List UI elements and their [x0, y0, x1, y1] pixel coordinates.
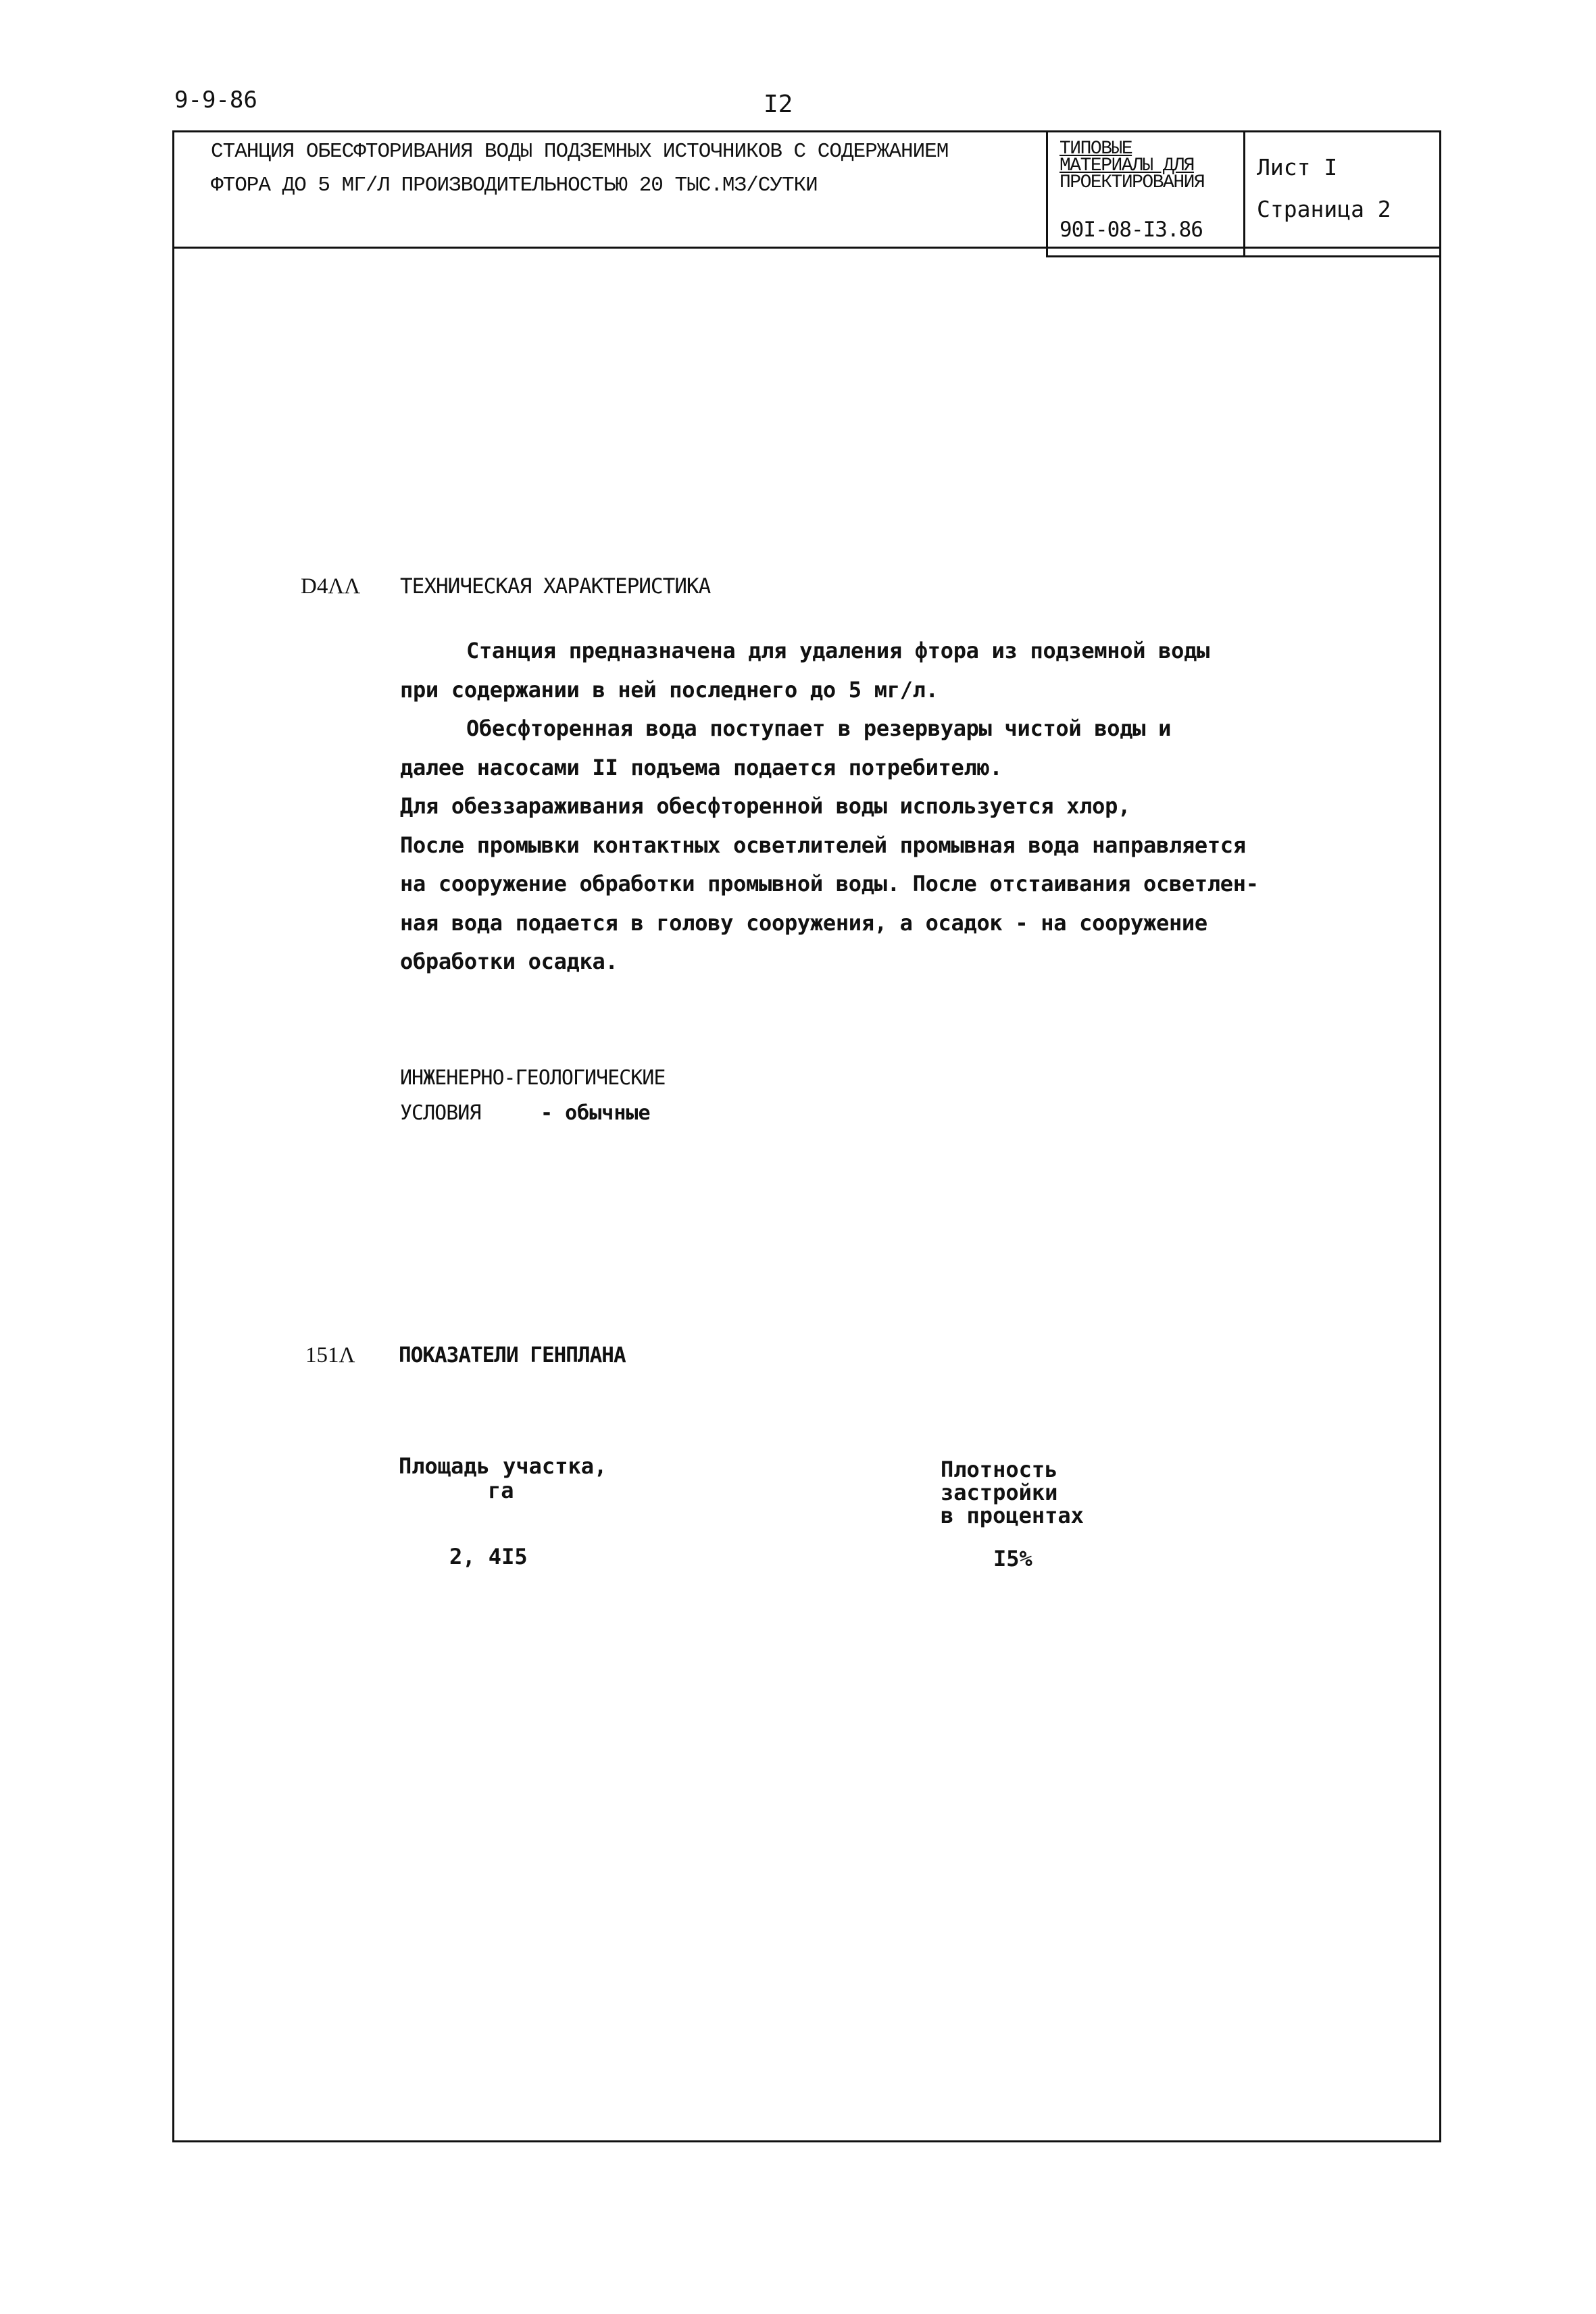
- stamp-series-line-1: ТИПОВЫЕ: [1059, 139, 1132, 159]
- stamp-title: [211, 135, 948, 203]
- section-2-title: ПОКАЗАТЕЛИ ГЕНПЛАНА: [399, 1343, 626, 1367]
- stamp-title-line-2: ФТОРА ДО 5 МГ/Л ПРОИЗВОДИТЕЛЬНОСТЬЮ 20 ТЫС.МЗ/СУТКИ: [211, 174, 818, 197]
- area-label-line-1: Площадь участка,: [399, 1453, 607, 1479]
- stamp-divider-2: [1243, 130, 1245, 257]
- stamp-bottom-rule: [172, 247, 1441, 249]
- stamp-doc-code: 90I-08-I3.86: [1059, 218, 1203, 242]
- density-label-line-3: в процентах: [941, 1503, 1084, 1528]
- description-line-6: После промывки контактных осветлителей промывная вода направляется: [400, 832, 1246, 858]
- description-line-3: Обесфторенная вода поступает в резервуары чистой воды и: [466, 715, 1172, 741]
- density-label-line-1: Плотность: [941, 1457, 1058, 1482]
- description-line-4: далее насосами II подъема подается потребителю.: [400, 754, 1003, 780]
- geo-label-line-2: УСЛОВИЯ: [400, 1101, 481, 1125]
- description-line-9: обработки осадка.: [400, 949, 618, 974]
- geo-conditions-value: - обычные: [541, 1101, 651, 1125]
- technical-description: [400, 632, 1259, 982]
- section-2-code: 151Λ: [305, 1343, 355, 1367]
- stamp-series-line-2: МАТЕРИАЛЫ ДЛЯ: [1059, 155, 1194, 176]
- area-value: 2, 4I5: [449, 1544, 528, 1569]
- area-label-line-2: га: [488, 1478, 514, 1503]
- density-value: I5%: [993, 1546, 1032, 1571]
- stamp-series-line-3: ПРОЕКТИРОВАНИЯ: [1059, 172, 1205, 193]
- description-line-1: Станция предназначена для удаления фтора из подземной воды: [466, 638, 1210, 663]
- description-line-2: при содержании в ней последнего до 5 мг/л.: [400, 676, 939, 703]
- stamp-series: [1059, 141, 1204, 191]
- stamp-divider-1: [1046, 130, 1048, 257]
- description-line-8: ная вода подается в голову сооружения, а осадок - на сооружение: [400, 909, 1207, 936]
- density-label-line-2: застройки: [941, 1480, 1058, 1505]
- stamp-page: Страница 2: [1257, 196, 1391, 222]
- density-label: [941, 1458, 1084, 1527]
- section-1-title: ТЕХНИЧЕСКАЯ ХАРАКТЕРИСТИКА: [400, 574, 711, 599]
- document-code-top: 9-9-86: [174, 86, 257, 114]
- page-number: I2: [764, 91, 793, 118]
- section-1-code: D4ΛΛ: [301, 574, 361, 599]
- geo-label-line-1: ИНЖЕНЕРНО-ГЕОЛОГИЧЕСКИЕ: [400, 1066, 666, 1090]
- area-label: [399, 1454, 607, 1503]
- page-frame: [172, 130, 1441, 2142]
- description-line-5: Для обеззараживания обесфторенной воды используется хлор,: [400, 793, 1131, 819]
- stamp-title-line-1: СТАНЦИЯ ОБЕСФТОРИВАНИЯ ВОДЫ ПОДЗЕМНЫХ ИСТОЧНИКОВ С СОДЕРЖАНИЕМ: [211, 140, 949, 164]
- description-line-7: на сооружение обработки промывной воды. После отстаивания осветлен-: [400, 871, 1259, 897]
- stamp-sheet: Лист I: [1257, 154, 1338, 180]
